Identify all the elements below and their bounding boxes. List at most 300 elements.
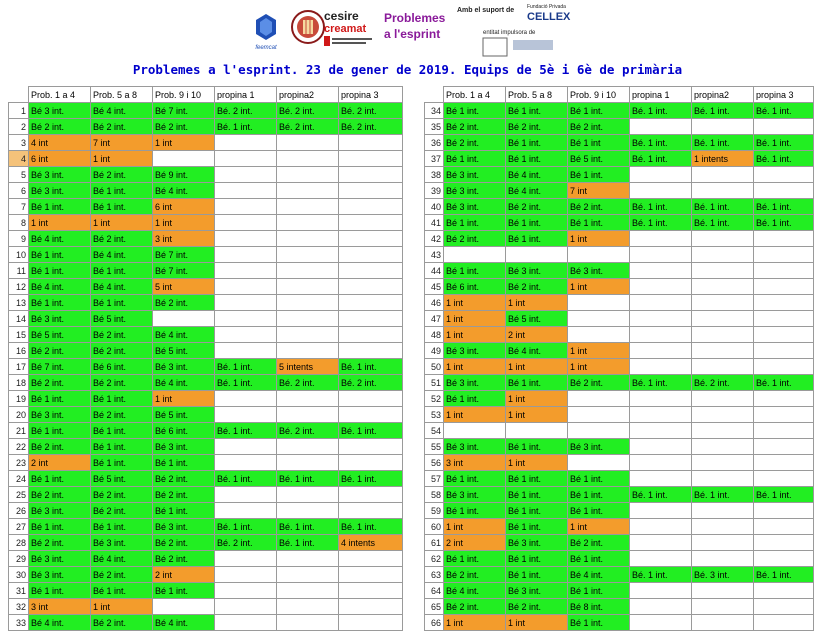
result-cell[interactable]: Bé 7 int. bbox=[153, 247, 215, 263]
result-cell[interactable]: Bé 1 int. bbox=[568, 551, 630, 567]
result-cell[interactable] bbox=[277, 231, 339, 247]
result-cell[interactable] bbox=[692, 231, 754, 247]
result-cell[interactable]: Bé 4 int. bbox=[29, 231, 91, 247]
result-cell[interactable]: Bé 2 int. bbox=[153, 295, 215, 311]
result-cell[interactable] bbox=[215, 455, 277, 471]
result-cell[interactable]: Bé. 2 int. bbox=[339, 119, 403, 135]
result-cell[interactable] bbox=[630, 183, 692, 199]
result-cell[interactable] bbox=[339, 551, 403, 567]
result-cell[interactable]: Bé 1 int. bbox=[568, 583, 630, 599]
column-header[interactable]: propina 1 bbox=[215, 87, 277, 103]
result-cell[interactable]: Bé 2 int. bbox=[153, 487, 215, 503]
row-number[interactable]: 32 bbox=[9, 599, 29, 615]
result-cell[interactable]: Bé 7 int. bbox=[29, 359, 91, 375]
result-cell[interactable]: Bé 2 int. bbox=[91, 231, 153, 247]
result-cell[interactable]: Bé 1 int. bbox=[506, 519, 568, 535]
result-cell[interactable] bbox=[692, 183, 754, 199]
result-cell[interactable] bbox=[277, 391, 339, 407]
result-cell[interactable]: Bé. 1 int. bbox=[692, 199, 754, 215]
result-cell[interactable] bbox=[215, 263, 277, 279]
result-cell[interactable]: Bé. 1 int. bbox=[339, 471, 403, 487]
result-cell[interactable] bbox=[339, 583, 403, 599]
result-cell[interactable]: 1 int bbox=[568, 231, 630, 247]
result-cell[interactable] bbox=[339, 343, 403, 359]
result-cell[interactable] bbox=[754, 535, 814, 551]
result-cell[interactable] bbox=[215, 167, 277, 183]
result-cell[interactable]: Bé 1 int. bbox=[506, 375, 568, 391]
result-cell[interactable] bbox=[692, 311, 754, 327]
result-cell[interactable]: Bé 3 int. bbox=[29, 407, 91, 423]
result-cell[interactable]: Bé. 2 int. bbox=[339, 103, 403, 119]
row-number[interactable]: 17 bbox=[9, 359, 29, 375]
result-cell[interactable]: Bé 2 int. bbox=[29, 119, 91, 135]
column-header[interactable]: Prob. 9 i 10 bbox=[568, 87, 630, 103]
result-cell[interactable] bbox=[754, 327, 814, 343]
result-cell[interactable]: Bé 2 int. bbox=[153, 535, 215, 551]
result-cell[interactable]: 1 int bbox=[568, 519, 630, 535]
row-number[interactable]: 50 bbox=[425, 359, 444, 375]
result-cell[interactable] bbox=[630, 615, 692, 631]
result-cell[interactable] bbox=[692, 423, 754, 439]
result-cell[interactable]: Bé 4 int. bbox=[29, 279, 91, 295]
result-cell[interactable]: Bé 3 int. bbox=[29, 503, 91, 519]
result-cell[interactable] bbox=[754, 439, 814, 455]
result-cell[interactable] bbox=[754, 391, 814, 407]
row-number[interactable]: 39 bbox=[425, 183, 444, 199]
result-cell[interactable]: Bé 5 int. bbox=[153, 343, 215, 359]
result-cell[interactable] bbox=[568, 407, 630, 423]
result-cell[interactable]: Bé 1 int. bbox=[506, 215, 568, 231]
result-cell[interactable]: Bé 4 int. bbox=[568, 567, 630, 583]
result-cell[interactable]: Bé. 1 int. bbox=[339, 423, 403, 439]
row-number[interactable]: 13 bbox=[9, 295, 29, 311]
result-cell[interactable]: Bé 2 int. bbox=[29, 439, 91, 455]
result-cell[interactable]: 5 intents bbox=[277, 359, 339, 375]
result-cell[interactable] bbox=[215, 311, 277, 327]
row-number[interactable]: 64 bbox=[425, 583, 444, 599]
result-cell[interactable] bbox=[339, 151, 403, 167]
result-cell[interactable]: Bé. 1 int. bbox=[754, 375, 814, 391]
row-number[interactable]: 5 bbox=[9, 167, 29, 183]
result-cell[interactable]: Bé. 1 int. bbox=[215, 359, 277, 375]
result-cell[interactable] bbox=[277, 455, 339, 471]
result-cell[interactable] bbox=[754, 343, 814, 359]
result-cell[interactable] bbox=[277, 295, 339, 311]
result-cell[interactable]: 3 int bbox=[444, 455, 506, 471]
row-number[interactable]: 53 bbox=[425, 407, 444, 423]
row-number[interactable]: 16 bbox=[9, 343, 29, 359]
result-cell[interactable] bbox=[339, 615, 403, 631]
result-cell[interactable] bbox=[692, 359, 754, 375]
result-cell[interactable]: Bé 4 int. bbox=[444, 583, 506, 599]
result-cell[interactable]: 1 int bbox=[153, 135, 215, 151]
result-cell[interactable]: Bé 4 int. bbox=[153, 327, 215, 343]
result-cell[interactable]: Bé 2 int. bbox=[506, 279, 568, 295]
result-cell[interactable] bbox=[692, 439, 754, 455]
result-cell[interactable] bbox=[215, 407, 277, 423]
result-cell[interactable] bbox=[630, 167, 692, 183]
result-cell[interactable]: 1 int bbox=[568, 279, 630, 295]
column-header[interactable]: Prob. 1 a 4 bbox=[29, 87, 91, 103]
result-cell[interactable] bbox=[277, 247, 339, 263]
result-cell[interactable]: Bé. 1 int. bbox=[277, 535, 339, 551]
row-number[interactable]: 29 bbox=[9, 551, 29, 567]
result-cell[interactable]: Bé. 1 int. bbox=[754, 567, 814, 583]
column-header[interactable]: Prob. 5 a 8 bbox=[91, 87, 153, 103]
row-number[interactable]: 9 bbox=[9, 231, 29, 247]
result-cell[interactable] bbox=[339, 215, 403, 231]
result-cell[interactable]: Bé. 1 int. bbox=[215, 471, 277, 487]
result-cell[interactable]: Bé 1 int. bbox=[506, 231, 568, 247]
result-cell[interactable]: Bé 2 int. bbox=[91, 503, 153, 519]
result-cell[interactable]: Bé 3 int. bbox=[444, 439, 506, 455]
result-cell[interactable]: Bé. 1 int. bbox=[215, 423, 277, 439]
result-cell[interactable] bbox=[339, 391, 403, 407]
result-cell[interactable] bbox=[339, 439, 403, 455]
result-cell[interactable]: Bé 3 int. bbox=[506, 263, 568, 279]
row-number[interactable]: 31 bbox=[9, 583, 29, 599]
result-cell[interactable]: Bé 1 int. bbox=[91, 183, 153, 199]
result-cell[interactable] bbox=[630, 391, 692, 407]
result-cell[interactable]: Bé 1 int. bbox=[506, 551, 568, 567]
row-number[interactable]: 58 bbox=[425, 487, 444, 503]
result-cell[interactable]: 1 int bbox=[153, 215, 215, 231]
result-cell[interactable] bbox=[153, 599, 215, 615]
result-cell[interactable]: Bé 1 int. bbox=[91, 519, 153, 535]
result-cell[interactable] bbox=[692, 263, 754, 279]
column-header[interactable]: propina 3 bbox=[339, 87, 403, 103]
result-cell[interactable]: Bé 1 int. bbox=[91, 455, 153, 471]
result-cell[interactable] bbox=[277, 439, 339, 455]
result-cell[interactable]: Bé. 1 int. bbox=[339, 359, 403, 375]
result-cell[interactable] bbox=[630, 311, 692, 327]
column-header[interactable]: Prob. 5 a 8 bbox=[506, 87, 568, 103]
result-cell[interactable]: Bé 6 int. bbox=[91, 359, 153, 375]
result-cell[interactable]: Bé 1 int. bbox=[444, 503, 506, 519]
result-cell[interactable] bbox=[277, 311, 339, 327]
row-number[interactable]: 59 bbox=[425, 503, 444, 519]
result-cell[interactable] bbox=[754, 183, 814, 199]
row-number[interactable]: 48 bbox=[425, 327, 444, 343]
result-cell[interactable]: 1 int bbox=[444, 311, 506, 327]
result-cell[interactable] bbox=[339, 279, 403, 295]
result-cell[interactable] bbox=[277, 215, 339, 231]
row-number[interactable]: 38 bbox=[425, 167, 444, 183]
result-cell[interactable] bbox=[630, 455, 692, 471]
result-cell[interactable] bbox=[339, 311, 403, 327]
result-cell[interactable] bbox=[692, 295, 754, 311]
row-number[interactable]: 60 bbox=[425, 519, 444, 535]
result-cell[interactable] bbox=[692, 615, 754, 631]
result-cell[interactable]: Bé. 1 int. bbox=[630, 135, 692, 151]
row-number[interactable]: 35 bbox=[425, 119, 444, 135]
result-cell[interactable]: 1 int bbox=[153, 391, 215, 407]
result-cell[interactable]: Bé 2 int. bbox=[568, 199, 630, 215]
result-cell[interactable] bbox=[277, 151, 339, 167]
result-cell[interactable]: Bé. 2 int. bbox=[277, 119, 339, 135]
result-cell[interactable]: 4 int bbox=[29, 135, 91, 151]
row-number[interactable]: 40 bbox=[425, 199, 444, 215]
result-cell[interactable]: 3 int bbox=[29, 599, 91, 615]
result-cell[interactable] bbox=[215, 327, 277, 343]
result-cell[interactable]: 1 int bbox=[444, 615, 506, 631]
column-header[interactable]: propina 1 bbox=[630, 87, 692, 103]
result-cell[interactable]: Bé 4 int. bbox=[153, 183, 215, 199]
result-cell[interactable]: 2 int bbox=[153, 567, 215, 583]
row-number[interactable]: 42 bbox=[425, 231, 444, 247]
result-cell[interactable]: Bé 1 int. bbox=[91, 199, 153, 215]
result-cell[interactable]: Bé 6 int. bbox=[153, 423, 215, 439]
row-number[interactable]: 49 bbox=[425, 343, 444, 359]
result-cell[interactable] bbox=[754, 551, 814, 567]
result-cell[interactable]: Bé 2 int. bbox=[91, 343, 153, 359]
result-cell[interactable]: 1 int bbox=[568, 359, 630, 375]
result-cell[interactable] bbox=[215, 391, 277, 407]
result-cell[interactable]: Bé 2 int. bbox=[506, 599, 568, 615]
result-cell[interactable] bbox=[444, 247, 506, 263]
result-cell[interactable] bbox=[277, 407, 339, 423]
result-cell[interactable]: Bé 1 int. bbox=[506, 135, 568, 151]
result-cell[interactable]: Bé 1 int. bbox=[568, 167, 630, 183]
result-cell[interactable] bbox=[277, 135, 339, 151]
result-cell[interactable] bbox=[630, 407, 692, 423]
row-number[interactable]: 8 bbox=[9, 215, 29, 231]
result-cell[interactable]: Bé 5 int. bbox=[506, 311, 568, 327]
result-cell[interactable]: Bé 7 int. bbox=[153, 103, 215, 119]
row-number[interactable]: 15 bbox=[9, 327, 29, 343]
result-cell[interactable] bbox=[754, 279, 814, 295]
result-cell[interactable] bbox=[568, 311, 630, 327]
result-cell[interactable] bbox=[277, 583, 339, 599]
row-number[interactable]: 65 bbox=[425, 599, 444, 615]
result-cell[interactable]: 6 int bbox=[153, 199, 215, 215]
result-cell[interactable]: Bé. 1 int. bbox=[215, 119, 277, 135]
result-cell[interactable]: Bé 3 int. bbox=[29, 167, 91, 183]
result-cell[interactable]: Bé 4 int. bbox=[153, 375, 215, 391]
result-cell[interactable]: Bé. 1 int. bbox=[754, 487, 814, 503]
result-cell[interactable] bbox=[277, 279, 339, 295]
result-cell[interactable] bbox=[692, 407, 754, 423]
result-cell[interactable] bbox=[692, 519, 754, 535]
result-cell[interactable]: Bé 1 int. bbox=[506, 151, 568, 167]
result-cell[interactable] bbox=[277, 343, 339, 359]
result-cell[interactable]: Bé 1 int. bbox=[506, 103, 568, 119]
result-cell[interactable]: Bé 3 int. bbox=[29, 551, 91, 567]
result-cell[interactable]: Bé 2 int. bbox=[91, 407, 153, 423]
result-cell[interactable] bbox=[630, 599, 692, 615]
result-cell[interactable] bbox=[339, 183, 403, 199]
row-number[interactable]: 66 bbox=[425, 615, 444, 631]
row-number[interactable]: 11 bbox=[9, 263, 29, 279]
row-number[interactable]: 28 bbox=[9, 535, 29, 551]
result-cell[interactable] bbox=[692, 167, 754, 183]
result-cell[interactable] bbox=[215, 343, 277, 359]
result-cell[interactable] bbox=[215, 551, 277, 567]
row-number[interactable]: 27 bbox=[9, 519, 29, 535]
row-number[interactable]: 57 bbox=[425, 471, 444, 487]
result-cell[interactable]: Bé 1 int. bbox=[153, 503, 215, 519]
result-cell[interactable]: Bé 3 int. bbox=[444, 375, 506, 391]
result-cell[interactable]: Bé. 1 int. bbox=[277, 471, 339, 487]
result-cell[interactable]: Bé 1 int. bbox=[444, 151, 506, 167]
result-cell[interactable] bbox=[754, 407, 814, 423]
result-cell[interactable]: Bé. 1 int. bbox=[630, 567, 692, 583]
result-cell[interactable] bbox=[692, 551, 754, 567]
result-cell[interactable]: Bé 3 int. bbox=[506, 535, 568, 551]
result-cell[interactable] bbox=[630, 503, 692, 519]
result-cell[interactable]: Bé 1 int. bbox=[29, 295, 91, 311]
row-number[interactable]: 37 bbox=[425, 151, 444, 167]
result-cell[interactable] bbox=[630, 535, 692, 551]
result-cell[interactable]: 1 int bbox=[506, 615, 568, 631]
result-cell[interactable] bbox=[630, 583, 692, 599]
result-cell[interactable] bbox=[277, 167, 339, 183]
result-cell[interactable] bbox=[153, 311, 215, 327]
result-cell[interactable] bbox=[444, 423, 506, 439]
row-number[interactable]: 12 bbox=[9, 279, 29, 295]
result-cell[interactable]: Bé 1 int. bbox=[568, 503, 630, 519]
result-cell[interactable] bbox=[339, 263, 403, 279]
result-cell[interactable]: Bé 1 int. bbox=[153, 455, 215, 471]
result-cell[interactable]: Bé 1 int. bbox=[91, 439, 153, 455]
row-number[interactable]: 6 bbox=[9, 183, 29, 199]
result-cell[interactable]: Bé 2 int. bbox=[153, 471, 215, 487]
result-cell[interactable] bbox=[277, 615, 339, 631]
row-number[interactable]: 36 bbox=[425, 135, 444, 151]
result-cell[interactable] bbox=[215, 503, 277, 519]
result-cell[interactable]: Bé. 1 int. bbox=[692, 215, 754, 231]
result-cell[interactable]: Bé 1 int. bbox=[91, 423, 153, 439]
result-cell[interactable] bbox=[215, 151, 277, 167]
result-cell[interactable] bbox=[215, 183, 277, 199]
result-cell[interactable]: Bé 1 int. bbox=[91, 583, 153, 599]
result-cell[interactable] bbox=[754, 615, 814, 631]
result-cell[interactable] bbox=[692, 583, 754, 599]
result-cell[interactable]: 1 int bbox=[506, 295, 568, 311]
result-cell[interactable]: Bé 5 int. bbox=[153, 407, 215, 423]
result-cell[interactable] bbox=[692, 279, 754, 295]
result-cell[interactable]: Bé 3 int. bbox=[444, 183, 506, 199]
result-cell[interactable] bbox=[692, 247, 754, 263]
result-cell[interactable] bbox=[630, 423, 692, 439]
result-cell[interactable]: 6 int bbox=[29, 151, 91, 167]
result-cell[interactable]: Bé 5 int. bbox=[91, 471, 153, 487]
result-cell[interactable]: Bé 3 int. bbox=[153, 359, 215, 375]
result-cell[interactable] bbox=[630, 519, 692, 535]
result-cell[interactable]: Bé 3 int. bbox=[29, 183, 91, 199]
result-cell[interactable]: 1 int bbox=[444, 327, 506, 343]
row-number[interactable]: 34 bbox=[425, 103, 444, 119]
result-cell[interactable]: Bé 1 int. bbox=[29, 263, 91, 279]
result-cell[interactable]: Bé 1 int. bbox=[29, 247, 91, 263]
row-number[interactable]: 63 bbox=[425, 567, 444, 583]
result-cell[interactable] bbox=[339, 199, 403, 215]
result-cell[interactable]: Bé 1 int. bbox=[444, 471, 506, 487]
result-cell[interactable]: 1 int bbox=[506, 391, 568, 407]
result-cell[interactable]: Bé 2 int. bbox=[91, 487, 153, 503]
result-cell[interactable]: Bé 8 int. bbox=[568, 599, 630, 615]
result-cell[interactable] bbox=[215, 439, 277, 455]
result-cell[interactable] bbox=[215, 583, 277, 599]
result-cell[interactable]: Bé 4 int. bbox=[506, 183, 568, 199]
result-cell[interactable] bbox=[568, 327, 630, 343]
result-cell[interactable]: Bé 4 int. bbox=[91, 247, 153, 263]
result-cell[interactable] bbox=[215, 295, 277, 311]
result-cell[interactable]: Bé 1 int. bbox=[29, 519, 91, 535]
result-cell[interactable] bbox=[339, 503, 403, 519]
result-cell[interactable]: Bé. 2 int. bbox=[215, 103, 277, 119]
result-cell[interactable] bbox=[277, 487, 339, 503]
result-cell[interactable]: Bé 1 int. bbox=[568, 615, 630, 631]
result-cell[interactable]: 1 int bbox=[29, 215, 91, 231]
result-cell[interactable] bbox=[339, 567, 403, 583]
result-cell[interactable]: Bé 4 int. bbox=[91, 279, 153, 295]
result-cell[interactable]: Bé 2 int. bbox=[153, 119, 215, 135]
result-cell[interactable] bbox=[754, 167, 814, 183]
result-cell[interactable]: Bé 3 int. bbox=[568, 263, 630, 279]
result-cell[interactable] bbox=[630, 439, 692, 455]
result-cell[interactable] bbox=[754, 471, 814, 487]
result-cell[interactable]: 1 int bbox=[91, 151, 153, 167]
column-header[interactable]: Prob. 1 a 4 bbox=[444, 87, 506, 103]
result-cell[interactable]: Bé 2 int. bbox=[91, 327, 153, 343]
row-number[interactable]: 54 bbox=[425, 423, 444, 439]
result-cell[interactable]: Bé 2 int. bbox=[444, 567, 506, 583]
result-cell[interactable]: Bé 1 int. bbox=[444, 215, 506, 231]
row-number[interactable]: 20 bbox=[9, 407, 29, 423]
result-cell[interactable] bbox=[630, 263, 692, 279]
result-cell[interactable]: Bé. 2 int. bbox=[277, 103, 339, 119]
result-cell[interactable]: 4 intents bbox=[339, 535, 403, 551]
result-cell[interactable] bbox=[754, 455, 814, 471]
result-cell[interactable] bbox=[754, 599, 814, 615]
result-cell[interactable] bbox=[692, 343, 754, 359]
result-cell[interactable]: Bé. 1 int. bbox=[630, 151, 692, 167]
result-cell[interactable]: Bé. 2 int. bbox=[215, 535, 277, 551]
row-number[interactable]: 46 bbox=[425, 295, 444, 311]
result-cell[interactable]: Bé 9 int. bbox=[153, 167, 215, 183]
result-cell[interactable]: Bé 2 int. bbox=[91, 615, 153, 631]
result-cell[interactable] bbox=[754, 359, 814, 375]
row-number[interactable]: 19 bbox=[9, 391, 29, 407]
result-cell[interactable]: Bé 1 int. bbox=[568, 487, 630, 503]
result-cell[interactable]: Bé 2 int. bbox=[91, 375, 153, 391]
result-cell[interactable] bbox=[754, 231, 814, 247]
result-cell[interactable]: Bé 1 int. bbox=[444, 103, 506, 119]
result-cell[interactable]: 1 intents bbox=[692, 151, 754, 167]
result-cell[interactable]: Bé 2 int. bbox=[444, 231, 506, 247]
result-cell[interactable]: Bé 3 int. bbox=[444, 199, 506, 215]
row-number[interactable]: 61 bbox=[425, 535, 444, 551]
row-number[interactable]: 7 bbox=[9, 199, 29, 215]
row-number[interactable]: 4 bbox=[9, 151, 29, 167]
result-cell[interactable]: Bé. 1 int. bbox=[692, 135, 754, 151]
result-cell[interactable]: 3 int bbox=[153, 231, 215, 247]
result-cell[interactable] bbox=[568, 247, 630, 263]
result-cell[interactable] bbox=[339, 135, 403, 151]
column-header[interactable]: Prob. 9 i 10 bbox=[153, 87, 215, 103]
result-cell[interactable]: Bé 2 int. bbox=[91, 119, 153, 135]
result-cell[interactable]: Bé. 1 int. bbox=[277, 519, 339, 535]
row-number[interactable]: 10 bbox=[9, 247, 29, 263]
result-cell[interactable] bbox=[277, 503, 339, 519]
result-cell[interactable] bbox=[568, 391, 630, 407]
result-cell[interactable] bbox=[754, 295, 814, 311]
result-cell[interactable]: Bé 3 int. bbox=[29, 311, 91, 327]
result-cell[interactable] bbox=[692, 455, 754, 471]
result-cell[interactable] bbox=[506, 423, 568, 439]
row-number[interactable]: 22 bbox=[9, 439, 29, 455]
